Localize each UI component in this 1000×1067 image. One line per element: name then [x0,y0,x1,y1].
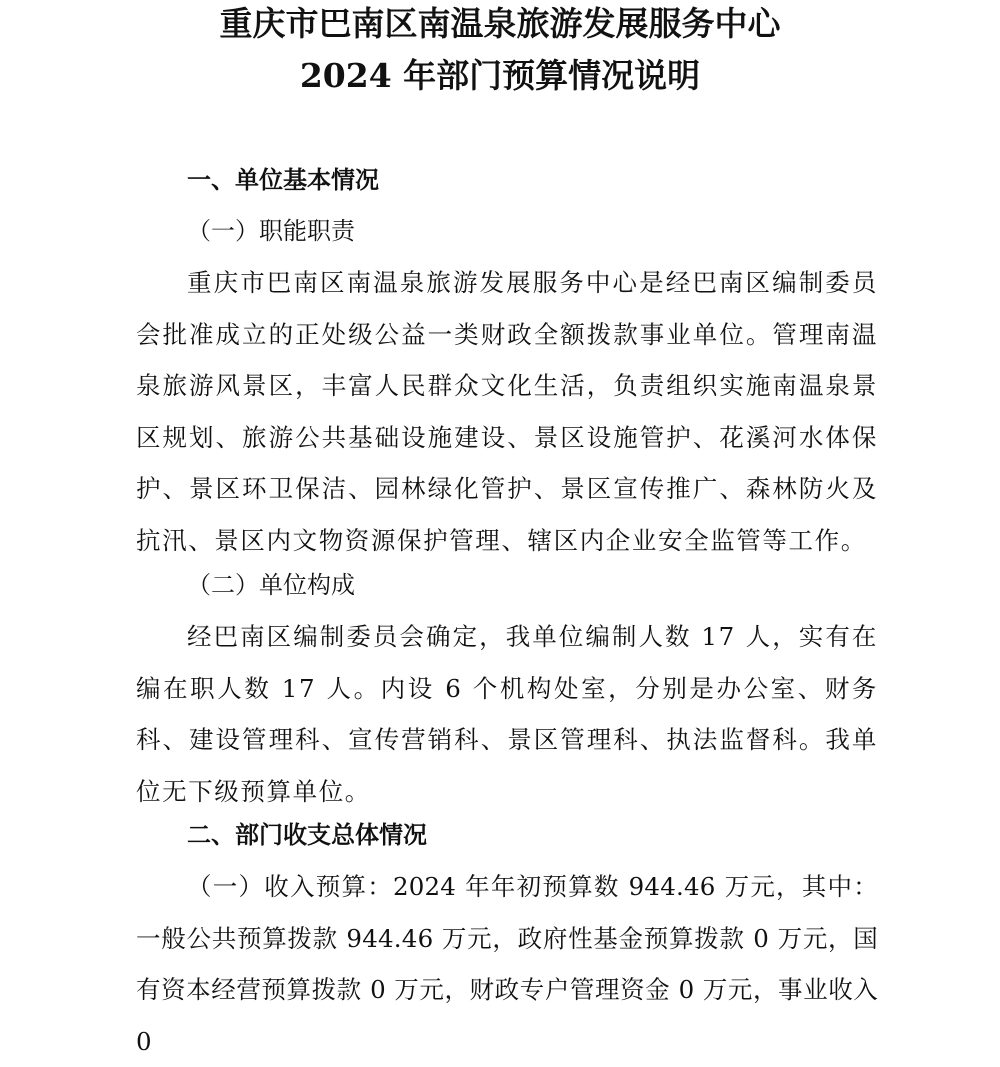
paragraph-duties: 重庆市巴南区南温泉旅游发展服务中心是经巴南区编制委员会批准成立的正处级公益一类财政全额拨款事业单位。管理南温泉旅游风景区，丰富人民群众文化生活，负责组织实施南温泉景区规划、旅游公共基础设施建设、景区设施管护、花溪河水体保护、景区环卫保洁、园林绿化管护、景区宣传推广、森林防火及抗汛、景区内文物资源保护管理、辖区内企业安全监管等工作。 [136,268,878,555]
section-heading-basic-info: 一、单位基本情况 [187,166,379,194]
section-heading-budget-overview: 二、部门收支总体情况 [187,821,427,849]
document-title-line1: 重庆市巴南区南温泉旅游发展服务中心 [219,4,781,43]
subsection-heading-duties: （一）职能职责 [187,217,355,245]
paragraph-composition: 经巴南区编制委员会确定，我单位编制人数 17 人，实有在编在职人数 17 人。内设 6 个机构处室，分别是办公室、财务科、建设管理科、宣传营销科、景区管理科、执法监督科。我单位无下级预算单位。 [136,622,878,806]
subsection-heading-composition: （二）单位构成 [187,571,355,599]
document-title-line2: 2024 年部门预算情况说明 [299,56,701,95]
paragraph-income-budget: （一）收入预算：2024 年年初预算数 944.46 万元，其中：一般公共预算拨款 944.46 万元，政府性基金预算拨款 0 万元，国有资本经营预算拨款 0 万元，财政专户管理资金 0 万元，事业收入 0 [136,872,878,1056]
